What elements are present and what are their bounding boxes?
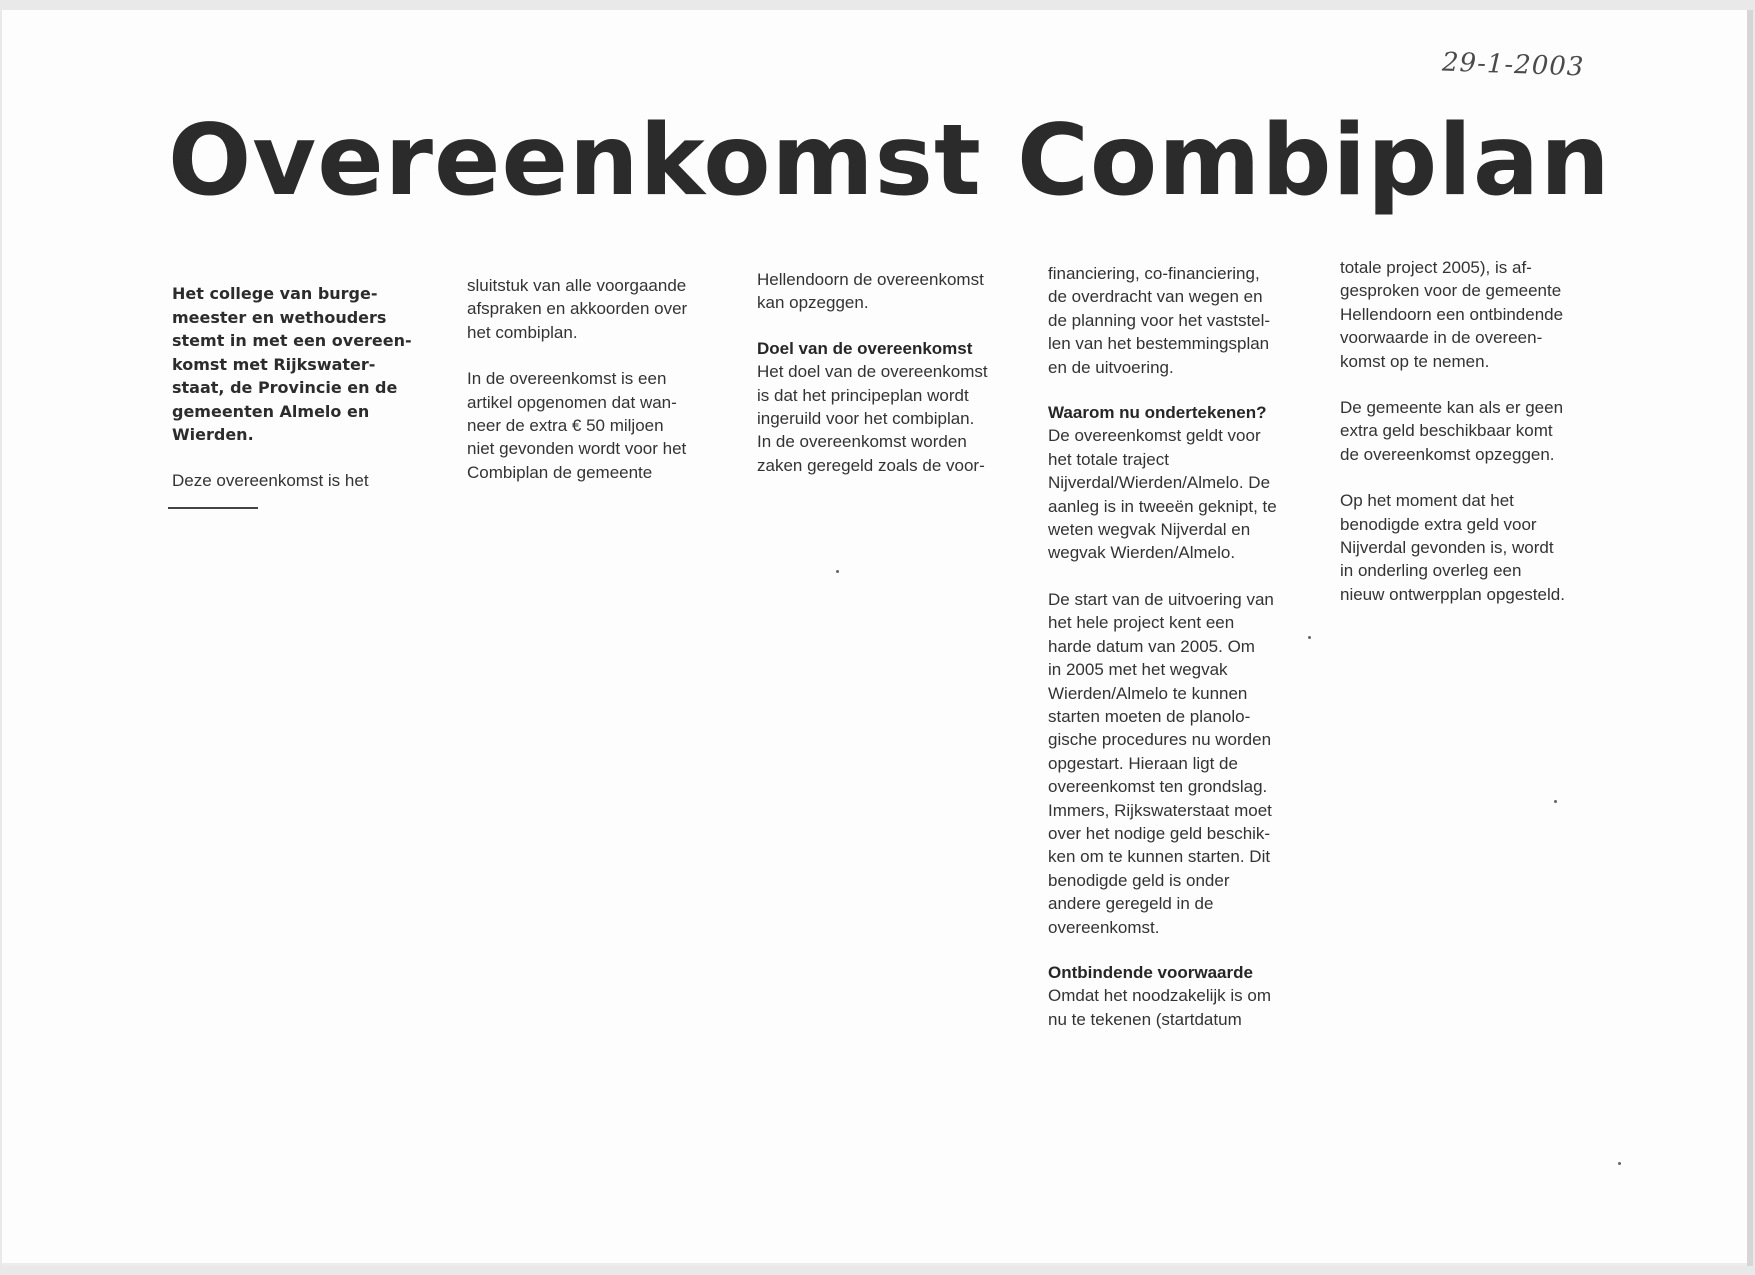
body-paragraph: In de overeenkomst is een artikel opgenomen dat wan- neer de extra € 50 miljoen niet gevonden wordt voor het Combiplan de gemeente: [467, 369, 687, 482]
headline: Overeenkomst Combiplan: [168, 104, 1611, 218]
scan-speck: [1618, 1162, 1621, 1165]
handwritten-date: 29-1-2003: [1441, 47, 1585, 83]
body-paragraph: totale project 2005), is af- gesproken voor de gemeente Hellendoorn een ontbindende voorwaarde in de overeen- komst op te nemen.: [1340, 258, 1564, 371]
lead-paragraph: Het college van burge- meester en wethouders stemt in met een overeen- komst met Rijkswater- staat, de Provincie en de gemeenten Almelo en Wierden.: [172, 284, 412, 444]
scan-speck: [1308, 636, 1311, 639]
column-end-rule: [168, 507, 258, 509]
column-5: [1340, 256, 1625, 606]
column-1: [172, 282, 442, 492]
body-paragraph: Op het moment dat het benodigde extra geld voor Nijverdal gevonden is, wordt in onderling overleg een nieuw ontwerpplan opgesteld.: [1340, 491, 1565, 604]
body-paragraph: Deze overeenkomst is het: [172, 470, 369, 490]
body-paragraph: De overeenkomst geldt voor het totale traject Nijverdal/Wierden/Almelo. De aanleg is in tweeën geknipt, te weten wegvak Nijverdal en wegvak Wierden/Almelo.: [1048, 426, 1277, 563]
body-paragraph: sluitstuk van alle voorgaande afspraken en akkoorden over het combiplan.: [467, 276, 688, 342]
body-paragraph: financiering, co-financiering, de overdracht van wegen en de planning voor het vaststel- len van het bestemmingsplan en de uitvoering.: [1048, 264, 1271, 377]
subheading: Doel van de overeenkomst: [757, 338, 973, 358]
column-2: [467, 274, 752, 484]
scan-speck: [836, 570, 839, 573]
body-paragraph: Omdat het noodzakelijk is om nu te tekenen (startdatum: [1048, 986, 1271, 1029]
body-paragraph: Het doel van de overeenkomst is dat het principeplan wordt ingeruild voor het combiplan. In de overeenkomst worden zaken geregeld zoals de voor-: [757, 362, 988, 475]
column-4: [1048, 262, 1333, 1031]
body-paragraph: De start van de uitvoering van het hele project kent een harde datum van 2005. Om in 2005 met het wegvak Wierden/Almelo te kunnen starten moeten de planolo- gische procedures nu worden opgestart. Hieraan ligt de overeenkomst ten grondslag. Immers, Rijkswaterstaat moet over het nodige geld beschik- ken om te kunnen starten. Dit benodigde geld is onder andere geregeld in de overeenkomst.: [1048, 589, 1274, 937]
column-3: [757, 268, 1042, 477]
body-paragraph: Hellendoorn de overeenkomst kan opzeggen.: [757, 270, 984, 313]
subheading: Ontbindende voorwaarde: [1048, 962, 1253, 982]
scan-speck: [1554, 800, 1557, 803]
paper-sheet: [2, 10, 1753, 1266]
subheading: Waarom nu ondertekenen?: [1048, 403, 1267, 423]
body-paragraph: De gemeente kan als er geen extra geld beschikbaar komt de overeenkomst opzeggen.: [1340, 398, 1564, 464]
